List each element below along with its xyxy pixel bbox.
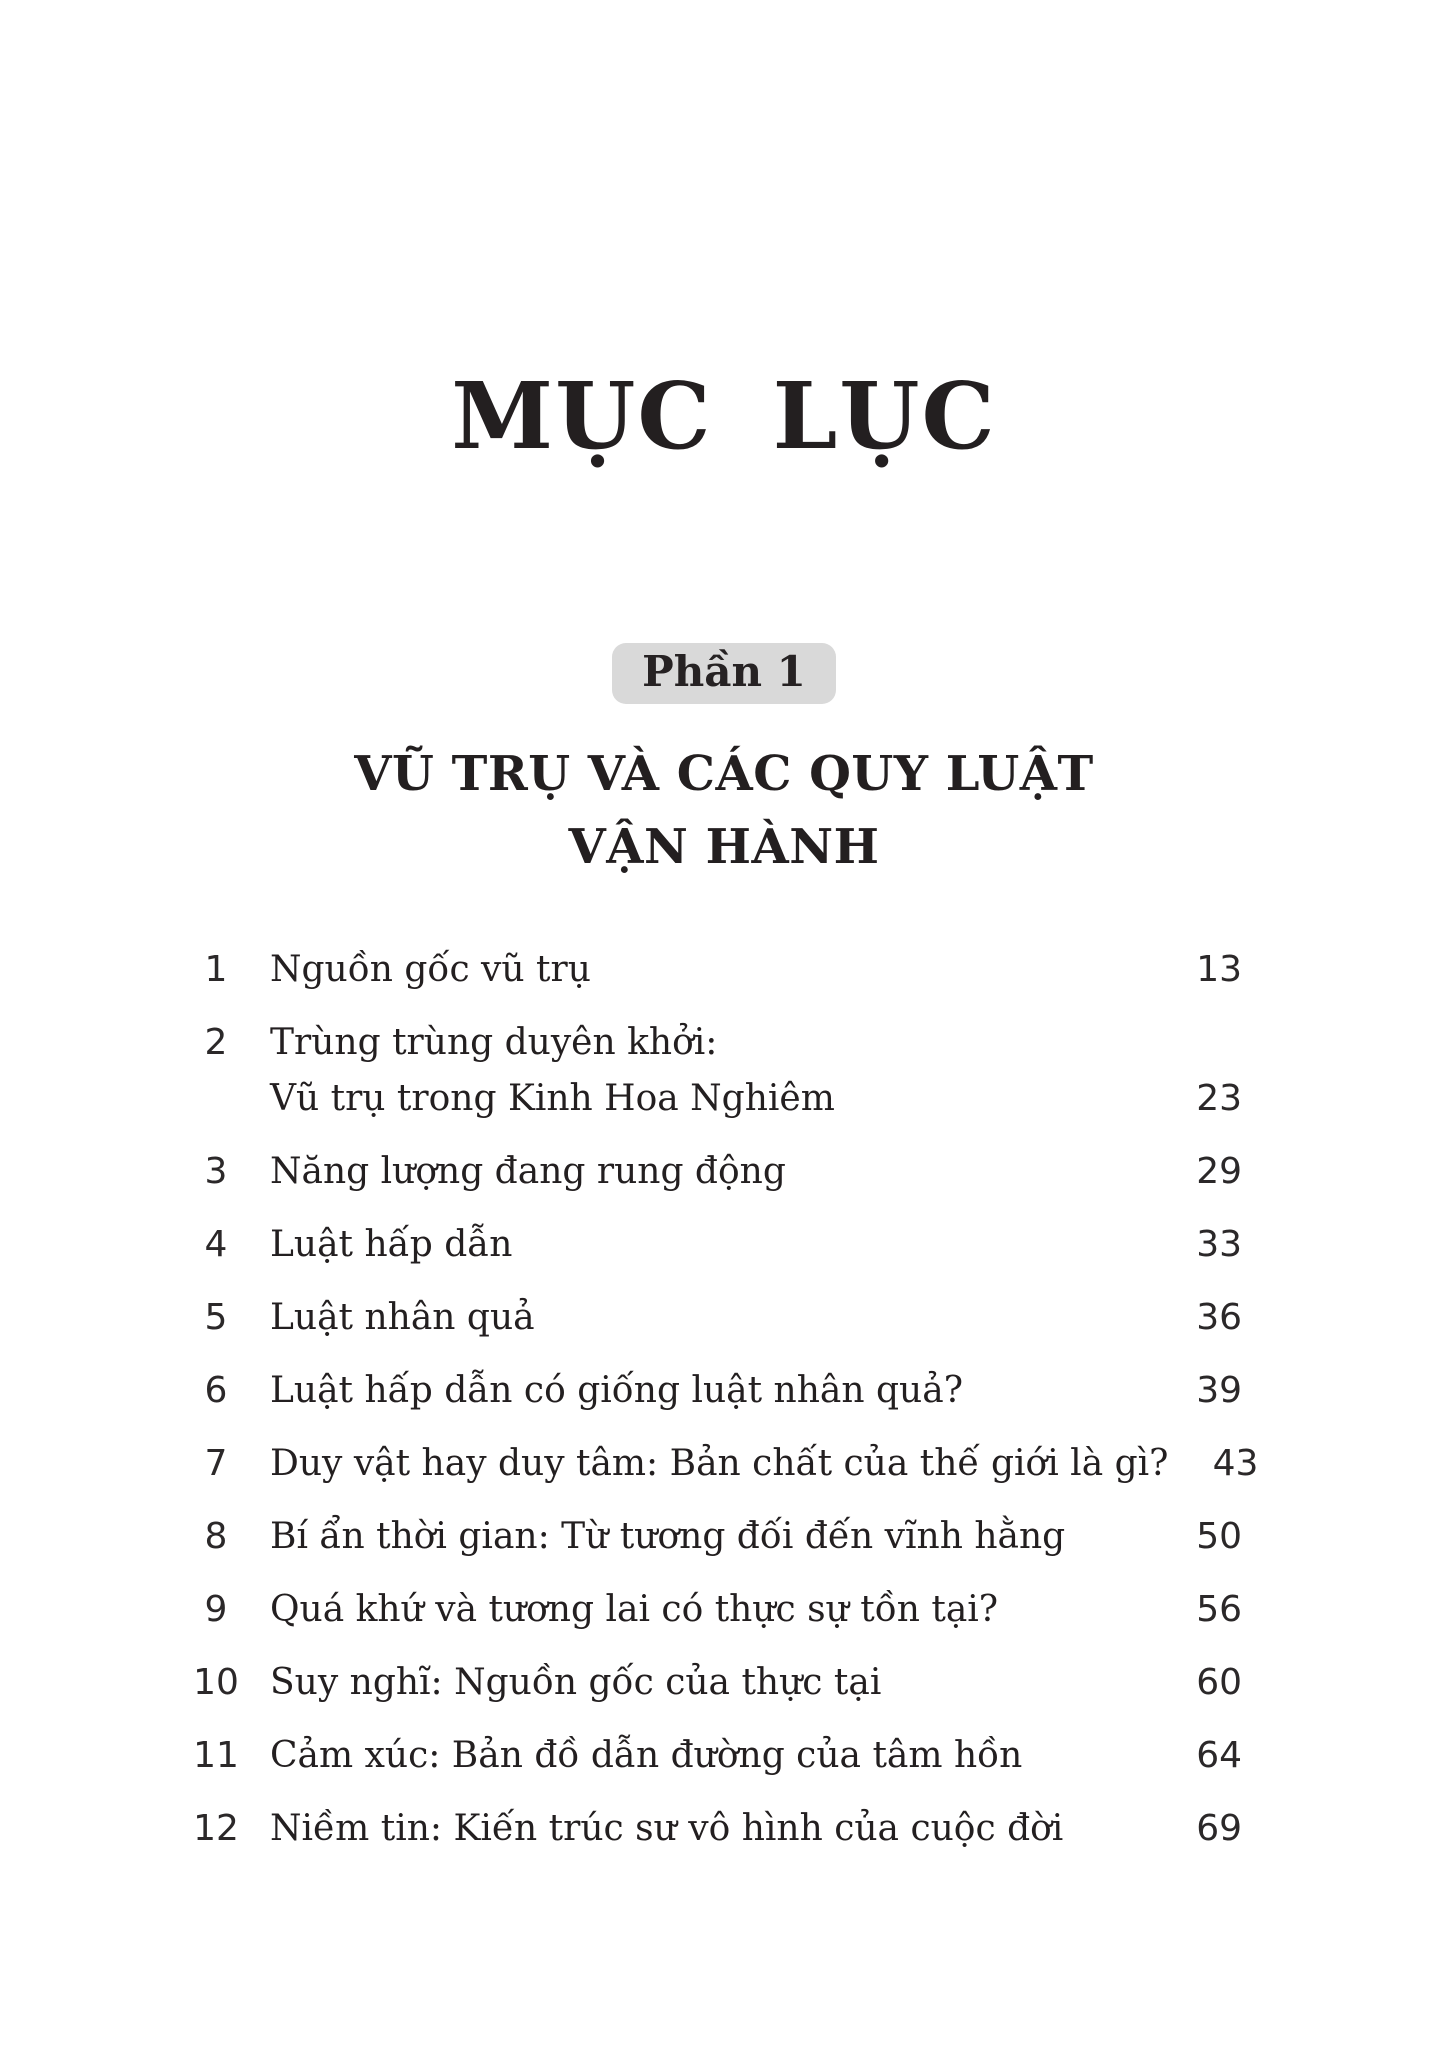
entry-title-line1: Năng lượng đang rung động bbox=[270, 1151, 786, 1192]
page-title: MỤC LỤC bbox=[451, 362, 997, 470]
toc-entry bbox=[180, 1509, 1242, 1565]
entry-title-line1: Trùng trùng duyên khởi: bbox=[270, 1022, 718, 1063]
entry-number: 6 bbox=[204, 1370, 228, 1411]
entry-number: 10 bbox=[193, 1662, 239, 1703]
toc-entry bbox=[180, 1363, 1242, 1419]
entry-page-number: 50 bbox=[1196, 1516, 1242, 1557]
entry-page-number: 29 bbox=[1196, 1151, 1242, 1192]
entry-number: 7 bbox=[204, 1443, 228, 1484]
entry-page-number: 64 bbox=[1196, 1735, 1242, 1776]
toc-entry bbox=[180, 1217, 1242, 1273]
entry-title-line1: Duy vật hay duy tâm: Bản chất của thế giới là gì? bbox=[270, 1443, 1169, 1484]
toc-entry bbox=[180, 1655, 1242, 1711]
entry-title bbox=[270, 942, 1152, 998]
entry-number: 9 bbox=[204, 1589, 228, 1630]
entry-number: 12 bbox=[193, 1808, 239, 1849]
toc-entry bbox=[180, 942, 1242, 998]
entry-page-number: 56 bbox=[1196, 1589, 1242, 1630]
toc-entry bbox=[180, 1728, 1242, 1784]
entry-number: 4 bbox=[204, 1224, 228, 1265]
entry-title bbox=[270, 1436, 1168, 1492]
part-title bbox=[0, 738, 1448, 884]
part-title-line1: VŨ TRỤ VÀ CÁC QUY LUẬT bbox=[354, 746, 1094, 802]
entry-title-line1: Cảm xúc: Bản đồ dẫn đường của tâm hồn bbox=[270, 1735, 1023, 1776]
entry-page-number: 60 bbox=[1196, 1662, 1242, 1703]
entry-page-number: 69 bbox=[1196, 1808, 1242, 1849]
entry-number: 3 bbox=[204, 1151, 228, 1192]
entry-page-number: 39 bbox=[1196, 1370, 1242, 1411]
entry-number: 11 bbox=[193, 1735, 239, 1776]
entry-page-number: 13 bbox=[1196, 949, 1242, 990]
toc-entry bbox=[180, 1436, 1259, 1492]
entry-title bbox=[270, 1728, 1152, 1784]
toc-entry bbox=[180, 1015, 1242, 1127]
entry-title-line1: Quá khứ và tương lai có thực sự tồn tại? bbox=[270, 1589, 999, 1630]
part-title-line2: VẬN HÀNH bbox=[568, 819, 880, 875]
entry-title bbox=[270, 1655, 1152, 1711]
entry-number: 1 bbox=[204, 949, 228, 990]
entry-title-line1: Luật hấp dẫn bbox=[270, 1224, 513, 1265]
entry-number: 2 bbox=[204, 1022, 228, 1063]
entry-title-line1: Bí ẩn thời gian: Từ tương đối đến vĩnh hằng bbox=[270, 1516, 1066, 1557]
entry-title bbox=[270, 1144, 1152, 1200]
entry-page-number: 33 bbox=[1196, 1224, 1242, 1265]
entry-title-line1: Suy nghĩ: Nguồn gốc của thực tại bbox=[270, 1662, 882, 1703]
toc-entry bbox=[180, 1801, 1242, 1857]
toc-list bbox=[180, 942, 1259, 1874]
entry-title bbox=[270, 1582, 1152, 1638]
entry-title-line1: Luật hấp dẫn có giống luật nhân quả? bbox=[270, 1370, 963, 1411]
entry-title bbox=[270, 1509, 1152, 1565]
entry-title-line1: Niềm tin: Kiến trúc sư vô hình của cuộc đời bbox=[270, 1808, 1064, 1849]
entry-page-number: 23 bbox=[1196, 1078, 1242, 1119]
entry-number: 5 bbox=[204, 1297, 228, 1338]
toc-entry bbox=[180, 1144, 1242, 1200]
toc-entry bbox=[180, 1290, 1242, 1346]
entry-title bbox=[270, 1015, 1152, 1127]
entry-title bbox=[270, 1801, 1152, 1857]
part-badge-row bbox=[0, 643, 1448, 704]
entry-page-number: 36 bbox=[1196, 1297, 1242, 1338]
part-badge: Phần 1 bbox=[612, 643, 836, 704]
toc-entry bbox=[180, 1582, 1242, 1638]
entry-title-line1: Luật nhân quả bbox=[270, 1297, 535, 1338]
entry-title bbox=[270, 1217, 1152, 1273]
entry-title-line2: Vũ trụ trong Kinh Hoa Nghiêm bbox=[270, 1078, 835, 1119]
entry-title bbox=[270, 1290, 1152, 1346]
entry-page-number: 43 bbox=[1212, 1443, 1259, 1484]
entry-number: 8 bbox=[204, 1516, 228, 1557]
entry-title-line1: Nguồn gốc vũ trụ bbox=[270, 949, 591, 990]
entry-title bbox=[270, 1363, 1152, 1419]
